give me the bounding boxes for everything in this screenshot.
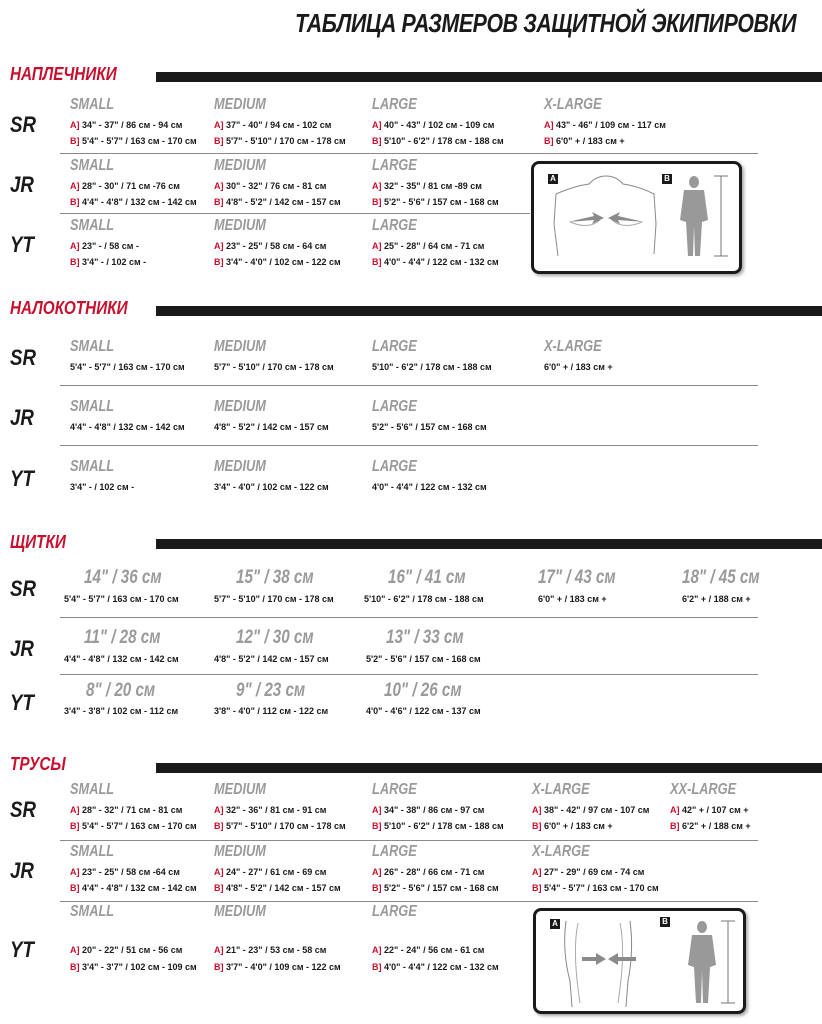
category-sr: SR — [10, 345, 36, 370]
size-label: 18" / 45 см — [682, 567, 760, 588]
section-bar — [156, 763, 822, 773]
size-label: LARGE — [372, 458, 417, 475]
measure-a: A] 27" - 29" / 69 см - 74 см — [532, 867, 645, 877]
measure-b: B] 3'4" - 4'0" / 102 см - 122 см — [214, 257, 341, 267]
section-title-pants: ТРУСЫ — [10, 754, 66, 774]
section-title-shin: ЩИТКИ — [10, 532, 66, 552]
size-label: SMALL — [70, 157, 115, 174]
size-label: LARGE — [372, 338, 417, 355]
measure-b: B] 3'4" - / 102 см - — [70, 257, 147, 267]
measure-b: B] 4'8" - 5'2" / 142 см - 157 см — [214, 883, 341, 893]
size-label: 11" / 28 см — [84, 627, 161, 648]
size-label: SMALL — [70, 217, 115, 234]
measure-a: A] 22" - 24" / 56 см - 61 см — [372, 945, 485, 955]
measure-b: B] 5'4" - 5'7" / 163 см - 170 см — [70, 136, 197, 146]
height-range: 4'8" - 5'2" / 142 см - 157 см — [214, 422, 329, 432]
height-range: 6'0" + / 183 см + — [538, 594, 607, 604]
measure-a: A] 37" - 40" / 94 см - 102 см — [214, 120, 332, 130]
size-label: LARGE — [372, 398, 417, 415]
height-range: 4'8" - 5'2" / 142 см - 157 см — [214, 654, 329, 664]
size-label: X-LARGE — [544, 338, 602, 355]
waist-hips-illustration — [536, 911, 743, 1011]
measure-a: A] 28" - 32" / 71 см - 81 см — [70, 805, 183, 815]
measure-b: B] 4'8" - 5'2" / 142 см - 157 см — [214, 197, 341, 207]
page-title: ТАБЛИЦА РАЗМЕРОВ ЗАЩИТНОЙ ЭКИПИРОВКИ — [294, 8, 796, 38]
height-range: 6'0" + / 183 см + — [544, 362, 613, 372]
measure-b: B] 5'7" - 5'10" / 170 см - 178 см — [214, 136, 346, 146]
measure-a: A] 40" - 43" / 102 см - 109 см — [372, 120, 495, 130]
row-divider — [60, 840, 758, 841]
height-range: 5'4" - 5'7" / 163 см - 170 см — [70, 362, 185, 372]
category-yt: YT — [10, 690, 34, 715]
measure-b: B] 6'2" + / 188 см + — [670, 821, 751, 831]
size-label: SMALL — [70, 338, 115, 355]
measure-b: B] 5'10" - 6'2" / 178 см - 188 см — [372, 821, 504, 831]
measure-b: B] 4'4" - 4'8" / 132 см - 142 см — [70, 883, 197, 893]
size-label: SMALL — [70, 96, 115, 113]
size-label: MEDIUM — [214, 157, 266, 174]
size-label: 10" / 26 см — [384, 680, 462, 701]
measure-b: B] 5'10" - 6'2" / 178 см - 188 см — [372, 136, 504, 146]
measure-b: B] 4'0" - 4'4" / 122 см - 132 см — [372, 962, 499, 972]
category-jr: JR — [10, 636, 34, 661]
section-title-elbow: НАЛОКОТНИКИ — [10, 298, 128, 318]
measure-b: B] 3'7" - 4'0" / 109 см - 122 см — [214, 962, 341, 972]
measure-b: B] 5'7" - 5'10" / 170 см - 178 см — [214, 821, 346, 831]
size-label: XX-LARGE — [670, 781, 737, 798]
label-b: B — [660, 917, 670, 927]
size-label: LARGE — [372, 217, 417, 234]
size-label: 13" / 33 см — [386, 627, 464, 648]
measure-b: B] 4'0" - 4'4" / 122 см - 132 см — [372, 257, 499, 267]
size-label: SMALL — [70, 781, 115, 798]
size-label: 12" / 30 см — [236, 627, 314, 648]
size-label: MEDIUM — [214, 903, 266, 920]
measure-b: B] 5'4" - 5'7" / 163 см - 170 см — [70, 821, 197, 831]
height-range: 3'4" - / 102 см - — [70, 482, 135, 492]
size-label: SMALL — [70, 903, 115, 920]
category-jr: JR — [10, 172, 34, 197]
category-sr: SR — [10, 112, 36, 137]
measure-b: B] 3'4" - 3'7" / 102 см - 109 см — [70, 962, 197, 972]
section-bar — [156, 72, 822, 82]
size-label: 8" / 20 см — [86, 680, 156, 701]
height-range: 5'7" - 5'10" / 170 см - 178 см — [214, 362, 334, 372]
section-bar — [156, 306, 822, 316]
measure-a: A] 32" - 36" / 81 см - 91 см — [214, 805, 327, 815]
measure-b: B] 6'0" + / 183 см + — [532, 821, 613, 831]
height-range: 5'4" - 5'7" / 163 см - 170 см — [64, 594, 179, 604]
size-label: X-LARGE — [532, 781, 590, 798]
label-a: A — [548, 174, 558, 184]
category-sr: SR — [10, 797, 36, 822]
size-label: MEDIUM — [214, 398, 266, 415]
size-label: 14" / 36 см — [84, 567, 162, 588]
row-divider — [60, 213, 530, 214]
measure-b: B] 5'2" - 5'6" / 157 см - 168 см — [372, 883, 499, 893]
measure-a: A] 21" - 23" / 53 см - 58 см — [214, 945, 327, 955]
category-jr: JR — [10, 405, 34, 430]
measure-a: A] 34" - 37" / 86 см - 94 см — [70, 120, 183, 130]
size-label: LARGE — [372, 843, 417, 860]
measure-a: A] 32" - 35" / 81 см -89 см — [372, 181, 482, 191]
row-divider — [60, 153, 758, 154]
measure-a: A] 23" - 25" / 58 см - 64 см — [214, 241, 327, 251]
size-label: X-LARGE — [532, 843, 590, 860]
measure-a: A] 34" - 38" / 86 см - 97 см — [372, 805, 485, 815]
category-sr: SR — [10, 576, 36, 601]
measure-a: A] 30" - 32" / 76 см - 81 см — [214, 181, 327, 191]
size-label: LARGE — [372, 157, 417, 174]
height-range: 4'4" - 4'8" / 132 см - 142 см — [64, 654, 179, 664]
measure-b: B] 5'2" - 5'6" / 157 см - 168 см — [372, 197, 499, 207]
size-label: LARGE — [372, 96, 417, 113]
measure-a: A] 28" - 30" / 71 см -76 см — [70, 181, 180, 191]
size-label: X-LARGE — [544, 96, 602, 113]
measure-b: B] 5'4" - 5'7" / 163 см - 170 см — [532, 883, 659, 893]
shoulder-measure-figure — [531, 161, 742, 274]
size-label: MEDIUM — [214, 217, 266, 234]
measure-a: A] 23" - / 58 см - — [70, 241, 139, 251]
measure-a: A] 26" - 28" / 66 см - 71 см — [372, 867, 485, 877]
size-label: 15" / 38 см — [236, 567, 314, 588]
size-label: SMALL — [70, 458, 115, 475]
height-range: 5'10" - 6'2" / 178 см - 188 см — [372, 362, 492, 372]
height-range: 4'0" - 4'6" / 122 см - 137 см — [366, 706, 481, 716]
torso-chest-illustration — [534, 164, 739, 271]
height-range: 5'7" - 5'10" / 170 см - 178 см — [214, 594, 334, 604]
row-divider — [60, 901, 758, 902]
height-range: 5'10" - 6'2" / 178 см - 188 см — [364, 594, 484, 604]
label-b: B — [662, 174, 672, 184]
height-range: 4'4" - 4'8" / 132 см - 142 см — [70, 422, 185, 432]
measure-a: A] 38" - 42" / 97 см - 107 см — [532, 805, 650, 815]
category-yt: YT — [10, 466, 34, 491]
size-label: LARGE — [372, 781, 417, 798]
section-title-shoulder: НАПЛЕЧНИКИ — [10, 64, 117, 84]
height-range: 5'2" - 5'6" / 157 см - 168 см — [366, 654, 481, 664]
size-label: MEDIUM — [214, 338, 266, 355]
category-yt: YT — [10, 232, 34, 257]
height-range: 3'4" - 3'8" / 102 см - 112 см — [64, 706, 179, 716]
height-range: 3'4" - 4'0" / 102 см - 122 см — [214, 482, 329, 492]
measure-b: B] 4'4" - 4'8" / 132 см - 142 см — [70, 197, 197, 207]
section-bar — [156, 539, 822, 549]
measure-a: A] 20" - 22" / 51 см - 56 см — [70, 945, 183, 955]
measure-a: A] 23" - 25" / 58 см -64 см — [70, 867, 180, 877]
row-divider — [60, 385, 758, 386]
size-label: SMALL — [70, 843, 115, 860]
category-yt: YT — [10, 937, 34, 962]
measure-b: B] 6'0" + / 183 см + — [544, 136, 625, 146]
pants-measure-figure — [533, 908, 746, 1014]
category-jr: JR — [10, 858, 34, 883]
label-a: A — [550, 919, 560, 929]
size-label: SMALL — [70, 398, 115, 415]
measure-a: A] 25" - 28" / 64 см - 71 см — [372, 241, 485, 251]
size-label: 9" / 23 см — [236, 680, 306, 701]
measure-a: A] 24" - 27" / 61 см - 69 см — [214, 867, 327, 877]
height-range: 6'2" + / 188 см + — [682, 594, 751, 604]
height-range: 5'2" - 5'6" / 157 см - 168 см — [372, 422, 487, 432]
size-label: MEDIUM — [214, 96, 266, 113]
measure-a: A] 42" + / 107 см + — [670, 805, 749, 815]
size-label: LARGE — [372, 903, 417, 920]
row-divider — [60, 445, 758, 446]
size-label: 16" / 41 см — [388, 567, 466, 588]
size-label: 17" / 43 см — [538, 567, 616, 588]
height-range: 4'0" - 4'4" / 122 см - 132 см — [372, 482, 487, 492]
height-range: 3'8" - 4'0" / 112 см - 122 см — [214, 706, 329, 716]
row-divider — [60, 674, 758, 675]
size-label: MEDIUM — [214, 843, 266, 860]
size-label: MEDIUM — [214, 781, 266, 798]
size-label: MEDIUM — [214, 458, 266, 475]
row-divider — [60, 617, 758, 618]
measure-a: A] 43" - 46" / 109 см - 117 см — [544, 120, 666, 130]
